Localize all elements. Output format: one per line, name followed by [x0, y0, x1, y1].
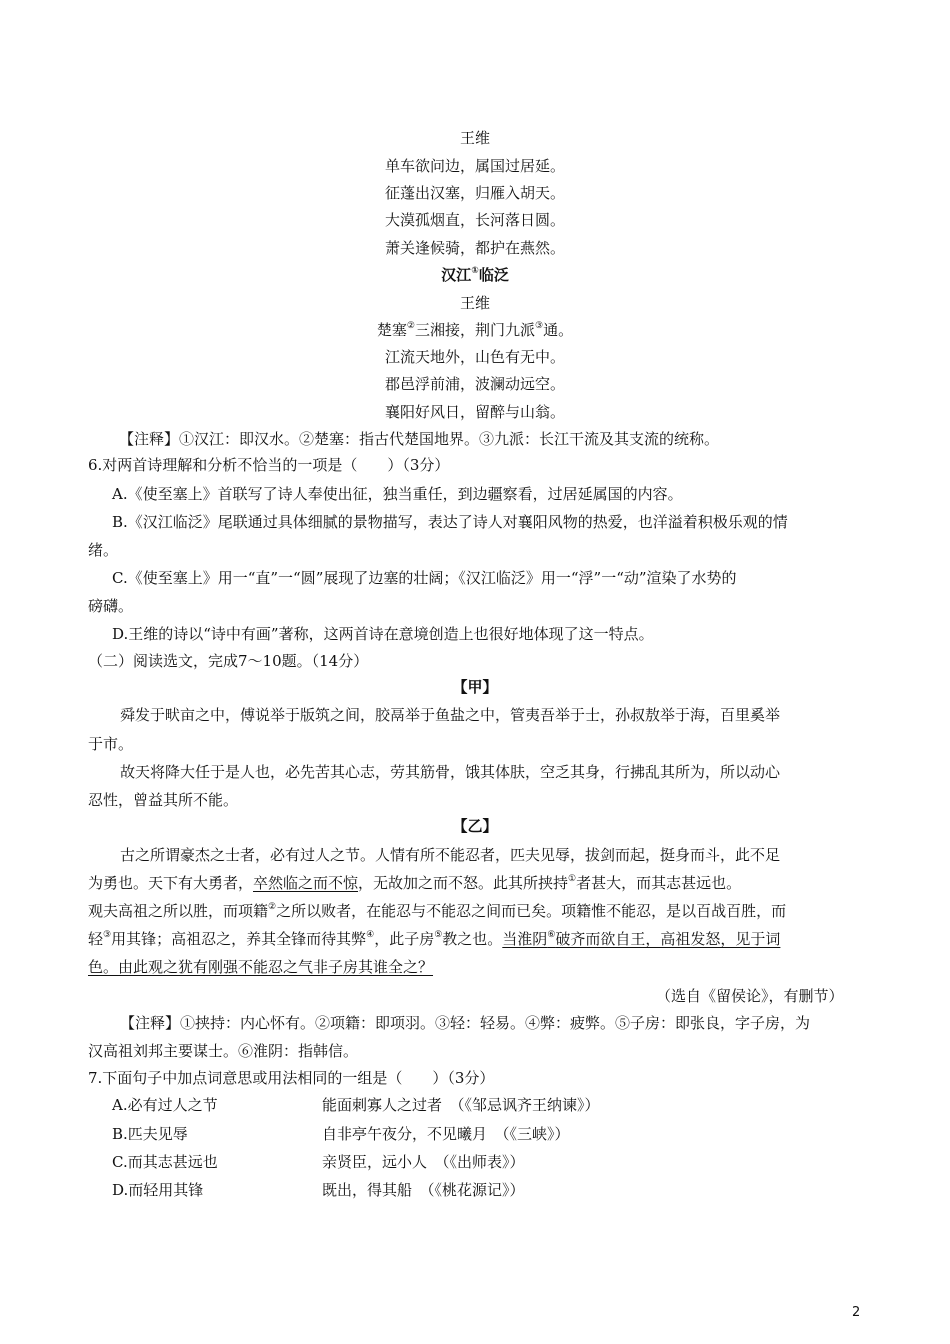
poem2-title: 汉江①临泛 [441, 266, 509, 284]
poem2-line: 江流天地外，山色有无中。 [384, 348, 565, 366]
question-6-stem: 6.对两首诗理解和分析不恰当的一项是（ ）（3分） [88, 456, 450, 474]
poem1-line: 征蓬出汉塞，归雁入胡天。 [384, 184, 565, 202]
passage-notes-cont: 汉高祖刘邦主要谋士。⑥淮阴：指韩信。 [88, 1042, 359, 1060]
passage-yi-line: 为勇也。天下有大勇者，卒然临之而不惊，无故加之而不怒。此其所挟持①者甚大，而其志甚远也。 [88, 874, 742, 892]
question-7-stem: 7.下面句子中加点词意思或用法相同的一组是（ ）（3分） [88, 1069, 495, 1087]
question-6-option-b-cont: 绪。 [88, 541, 119, 559]
underlined-sentence: 色。由此观之犹有刚强不能忍之气非子房其谁全之？ [88, 958, 434, 976]
poem2-line: 郡邑浮前浦，波澜动远空。 [384, 375, 565, 393]
passage-jia-line: 忍性，曾益其所不能。 [88, 791, 239, 809]
passage-jia-line: 舜发于畎亩之中，傅说举于版筑之间，胶鬲举于鱼盐之中，管夷吾举于士，孙叔敖举于海，百里奚举 [120, 706, 781, 724]
underlined-sentence: 当淮阴⑥破齐而欲自王，高祖发怒，见于词 [502, 930, 781, 948]
passage-yi-line: 轻③用其锋；高祖忍之，养其全锋而待其弊④，此子房⑤教之也。当淮阴⑥破齐而欲自王，高祖发怒，见于词 [88, 930, 781, 948]
question-6-option-a: A.《使至塞上》首联写了诗人奉使出征，独当重任，到边疆察看，过居延属国的内容。 [112, 485, 683, 503]
question-7-option-a: A.必有过人之节 能面刺寡人之过者 （《邹忌讽齐王纳谏》） [112, 1096, 600, 1114]
underlined-sentence: 卒然临之而不惊 [253, 874, 359, 892]
question-7-option-c: C.而其志甚远也 亲贤臣，远小人 （《出师表》） [112, 1153, 525, 1171]
passage-jia-line: 于市。 [88, 735, 134, 753]
poem2-author: 王维 [459, 294, 490, 312]
section-2-heading: （二）阅读选文，完成7～10题。（14分） [88, 652, 369, 670]
passage-jia-line: 故天将降大任于是人也，必先苦其心志，劳其筋骨，饿其体肤，空乏其身，行拂乱其所为，所以动心 [120, 763, 781, 781]
poem2-line: 襄阳好风日，留醉与山翁。 [384, 403, 565, 421]
poem-notes: 【注释】①汉江：即汉水。②楚塞：指古代楚国地界。③九派：长江干流及其支流的统称。 [119, 430, 720, 448]
passage-jia-heading: 【甲】 [452, 678, 498, 696]
page-number: 2 [852, 1305, 861, 1320]
question-6-option-d: D.王维的诗以“诗中有画”著称，这两首诗在意境创造上也很好地体现了这一特点。 [112, 625, 654, 643]
passage-yi-line: 观夫高祖之所以胜，而项籍②之所以败者，在能忍与不能忍之间而已矣。项籍惟不能忍，是以百战百胜，而 [88, 902, 787, 920]
poem1-line: 大漠孤烟直，长河落日圆。 [384, 211, 565, 229]
passage-yi-line: 古之所谓豪杰之士者，必有过人之节。人情有所不能忍者，匹夫见辱，拔剑而起，挺身而斗，此不足 [120, 846, 781, 864]
question-6-option-b: B.《汉江临泛》尾联通过具体细腻的景物描写，表达了诗人对襄阳风物的热爱，也洋溢着积极乐观的情 [112, 513, 788, 531]
passage-notes: 【注释】①挟持：内心怀有。②项籍：即项羽。③轻：轻易。④弊：疲弊。⑤子房：即张良，字子房，为 [120, 1014, 811, 1032]
passage-yi-heading: 【乙】 [452, 817, 498, 835]
poem1-line: 萧关逢候骑，都护在燕然。 [384, 239, 565, 257]
poem1-line: 单车欲问边，属国过居延。 [384, 157, 565, 175]
passage-source: （选自《留侯论》，有删节） [656, 987, 844, 1005]
question-7-option-b: B.匹夫见辱 自非亭午夜分，不见曦月 （《三峡》） [112, 1125, 570, 1143]
question-7-option-d: D.而轻用其锋 既出，得其船 （《桃花源记》） [112, 1181, 525, 1199]
passage-yi-line [88, 957, 433, 977]
question-6-option-c-cont: 磅礴。 [88, 597, 134, 615]
poem1-author: 王维 [459, 129, 490, 147]
question-6-option-c: C.《使至塞上》用一“直”一“圆”展现了边塞的壮阔；《汉江临泛》用一“浮”一“动”渲染了水势的 [112, 569, 737, 587]
poem2-line: 楚塞②三湘接，荆门九派③通。 [376, 321, 574, 339]
